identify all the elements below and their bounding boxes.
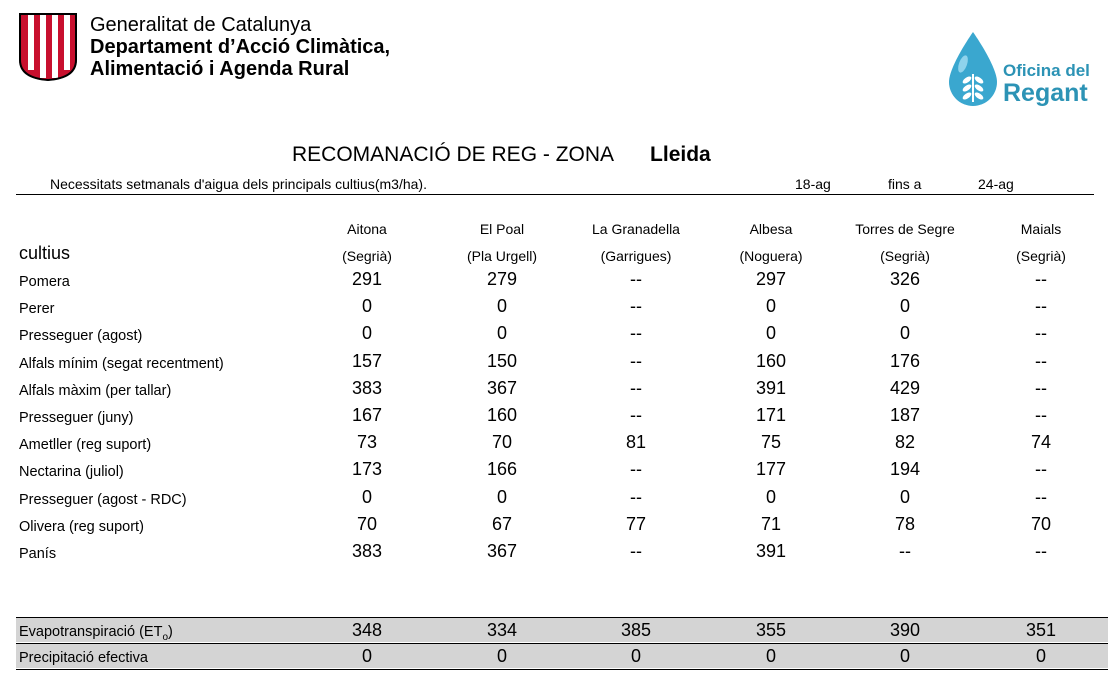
table-cell: 177 [755,459,787,480]
table-cell: 391 [755,377,787,398]
table-cell: 78 [894,513,916,534]
table-cell: 326 [889,269,921,289]
column-header-name: Torres de Segre [855,221,955,237]
crop-name: Alfals màxim (per tallar) [19,382,172,399]
summary-label [19,650,148,666]
period-from: 18-ag [795,176,831,192]
table-row [0,404,1100,431]
table-cell: 297 [755,269,787,289]
summary-cell: 0 [1035,646,1046,666]
table-cell: 194 [889,459,921,480]
table-cell: 0 [496,486,507,507]
summary-cell: 0 [765,646,776,666]
table-cell: -- [630,486,642,507]
table-cell: -- [1035,269,1047,289]
table-cell: 383 [351,377,383,398]
crop-name: Perer [19,301,55,318]
department-name [90,14,390,80]
table-cell: -- [1035,323,1047,344]
cultius-header: cultius [19,243,71,263]
column-header-region: (Pla Urgell) [466,248,537,264]
table-row [0,540,1100,567]
table-cell: 82 [894,432,916,453]
summary-cell: 385 [620,620,652,640]
title-zone: Lleida [650,143,711,166]
table-row [0,295,1100,322]
table-cell: -- [630,541,642,561]
table-cell: -- [630,405,642,425]
crop-name: Alfals mínim (segat recentment) [19,355,224,372]
gov-line-2: Departament d’Acció Climàtica, [90,36,391,58]
table-cell: 74 [1030,432,1052,453]
summary-cell: 348 [351,620,383,640]
subtitle-row [0,176,1094,196]
regant-line-2: Regant [1003,79,1088,107]
summary-cell: 0 [899,646,910,666]
table-cell: 0 [765,486,776,507]
table-row [0,431,1100,458]
table-cell: 0 [361,486,372,507]
summary-label-text: Precipitació efectiva [19,650,148,666]
table-cell: -- [630,269,642,289]
summary-cell: 334 [486,620,518,640]
summary-row [0,620,1119,644]
table-cell: 160 [755,350,787,371]
table-cell: 291 [351,269,383,289]
column-header-name: El Poal [479,221,525,237]
table-row [0,268,1100,295]
table-cell: -- [1035,377,1047,398]
summary-cell: 0 [630,646,641,666]
table-row [0,350,1100,377]
crop-name: Ametller (reg suport) [19,437,152,454]
table-cell: 71 [760,513,782,534]
period-to-label: fins a [888,176,922,192]
gov-line-1: Generalitat de Catalunya [90,14,312,36]
table-cell: -- [1035,459,1047,480]
gov-line-3: Alimentació i Agenda Rural [90,58,350,80]
table-cell: 0 [361,296,372,317]
table-cell: 367 [486,377,518,398]
summary-cell: 355 [755,620,787,640]
table-cell: 0 [899,486,910,507]
table-cell: 176 [889,350,921,371]
table-cell: 0 [765,323,776,344]
table-cell: 0 [496,296,507,317]
summary-label [19,624,173,643]
summary-label-suffix: ) [168,624,173,640]
table-cell: 391 [755,541,787,561]
table-cell: 171 [755,405,787,425]
table-cell: 75 [760,432,782,453]
column-header-region: (Noguera) [739,248,803,264]
water-drop-icon [943,30,1003,110]
table-cell: 167 [351,405,383,425]
column-header-region: (Garrigues) [600,248,672,264]
table-row [0,322,1100,349]
table-cell: -- [1035,541,1047,561]
table-cell: 77 [625,513,647,534]
table-row [0,377,1100,404]
table-cell: 173 [351,459,383,480]
table-cell: 160 [486,405,518,425]
table-cell: 70 [356,513,378,534]
summary-cell: 390 [889,620,921,640]
table-cell: 0 [496,323,507,344]
summary-top-rule [16,617,1108,618]
summary-label-subscript: o [162,631,169,643]
table-cell: 67 [491,513,513,534]
table-cell: -- [630,350,642,371]
crop-name: Presseguer (agost) [19,328,143,345]
table-cell: -- [630,377,642,398]
regant-brand [1003,60,1090,107]
crop-name: Presseguer (juny) [19,410,134,426]
crop-name: Olivera (reg suport) [19,518,144,535]
table-cell: 157 [351,350,383,371]
table-cell: 150 [486,350,518,371]
table-cell: 0 [899,296,910,317]
column-header-name: Albesa [749,221,793,237]
table-cell: 187 [889,405,921,425]
table-cell: -- [899,541,911,561]
table-row [0,486,1100,513]
crop-name: Presseguer (agost - RDC) [19,491,187,508]
table-cell: 383 [351,541,383,561]
table-cell: -- [1035,296,1047,317]
table-cell: 0 [765,296,776,317]
table-cell: 429 [889,377,921,398]
table-cell: -- [1035,350,1047,371]
table-row [0,458,1100,485]
crop-name: Pomera [19,274,70,290]
page-title [292,143,711,167]
subtitle-description: Necessitats setmanals d'aigua dels principals cultius(m3/ha). [50,176,427,192]
summary-cell: 0 [496,646,507,666]
column-header-name: Aitona [347,221,387,237]
crop-name: Panís [19,546,57,562]
table-cell: 0 [361,323,372,344]
table-cell: 367 [486,541,518,561]
table-cell: 166 [486,459,518,480]
table-cell: -- [1035,486,1047,507]
title-main: RECOMANACIÓ DE REG - ZONA [292,143,615,166]
table-cell: 73 [356,432,378,453]
column-header-name: Maials [1020,221,1062,237]
table-cell: 81 [625,432,647,453]
table-cell: -- [630,296,642,317]
crop-name: Nectarina (juliol) [19,464,124,481]
column-header-region: (Segrià) [1016,248,1066,264]
column-header-region: (Segrià) [342,248,392,264]
summary-cell: 351 [1025,620,1057,640]
regant-line-1: Oficina del [1003,61,1090,80]
header-divider [16,194,1094,195]
summary-row [0,646,1119,670]
table-cell: 70 [491,432,513,453]
table-row [0,513,1100,540]
table-cell: 0 [899,323,910,344]
column-header-name: La Granadella [592,221,680,237]
table-cell: 279 [486,269,518,289]
table-cell: 70 [1030,513,1052,534]
period-to: 24-ag [978,176,1014,192]
summary-cell: 0 [361,646,372,666]
table-cell: -- [1035,405,1047,425]
generalitat-logo-icon [18,12,78,82]
table-cell: -- [630,459,642,480]
summary-label-text: Evapotranspiració (ET [19,624,163,640]
table-cell: -- [630,323,642,344]
column-header-region: (Segrià) [880,248,930,264]
